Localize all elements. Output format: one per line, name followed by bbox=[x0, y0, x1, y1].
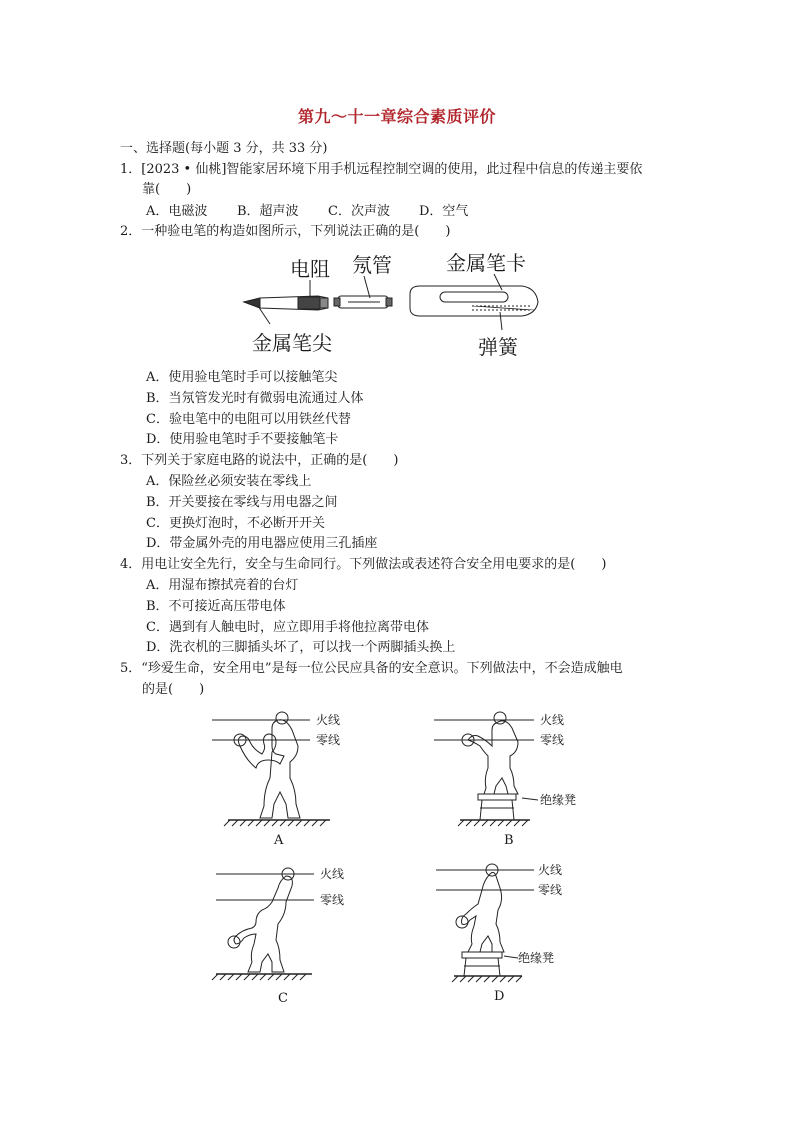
caption-a: A bbox=[274, 833, 284, 848]
q2-option-b: B．当氖管发光时有微弱电流通过人体 bbox=[146, 391, 364, 406]
neutral-wire-label-d: 零线 bbox=[538, 883, 563, 897]
insulated-stool-d bbox=[462, 952, 502, 958]
q4-option-b: B．不可接近高压带电体 bbox=[146, 599, 286, 614]
q5-stem-line1: 5．“珍爱生命，安全用电”是每一位公民应具备的安全意识。下列做法中，不会造成触电 bbox=[120, 661, 623, 676]
live-wire-label-d: 火线 bbox=[538, 863, 563, 877]
q4-option-d: D．洗衣机的三脚插头坏了，可以找一个两脚插头换上 bbox=[146, 640, 456, 655]
test-pen-diagram bbox=[240, 246, 550, 361]
section-heading: 一、选择题(每小题 3 分，共 33 分) bbox=[120, 141, 328, 156]
figure-c bbox=[206, 862, 356, 1006]
q3-option-a: A．保险丝必须安装在零线上 bbox=[146, 474, 312, 489]
q4-stem: 4．用电让安全先行，安全与生命同行。下列做法或表述符合安全用电要求的是( ) bbox=[120, 557, 607, 572]
page-title: 第九～十一章综合素质评价 bbox=[297, 107, 496, 126]
q4-option-a: A．用湿布擦拭亮着的台灯 bbox=[146, 578, 299, 593]
neutral-wire-label-c: 零线 bbox=[320, 893, 345, 907]
live-wire-label-c: 火线 bbox=[320, 867, 345, 881]
person-outline bbox=[238, 720, 300, 818]
neutral-wire-label-a: 零线 bbox=[316, 733, 341, 747]
q3-option-c: C．更换灯泡时，不必断开开关 bbox=[146, 516, 325, 531]
q4-option-c: C．遇到有人触电时，应立即用手将他拉离带电体 bbox=[146, 620, 429, 635]
clip-label: 金属笔卡 bbox=[446, 251, 526, 275]
q5-stem-line2: 的是( ) bbox=[142, 682, 205, 697]
pen-barrel bbox=[410, 286, 538, 316]
figure-d bbox=[430, 858, 590, 1006]
neon-tube bbox=[334, 296, 392, 308]
q3-option-d: D．带金属外壳的用电器应使用三孔插座 bbox=[146, 536, 378, 551]
figure-a bbox=[206, 706, 356, 848]
person-outline bbox=[462, 872, 505, 952]
live-wire-label-a: 火线 bbox=[316, 713, 341, 727]
caption-b: B bbox=[504, 833, 514, 848]
neon-label: 氖管 bbox=[352, 253, 392, 277]
q2-stem: 2．一种验电笔的构造如图所示，下列说法正确的是( ) bbox=[120, 224, 451, 239]
q1-option-d: D．空气 bbox=[419, 204, 469, 219]
live-wire-label-b: 火线 bbox=[540, 713, 565, 727]
person-outline bbox=[234, 876, 292, 972]
caption-d: D bbox=[494, 989, 505, 1004]
q1-option-c: C．次声波 bbox=[328, 204, 390, 219]
stool-label-b: 绝缘凳 bbox=[540, 793, 577, 807]
caption-c: C bbox=[278, 991, 288, 1006]
resistor-label: 电阻 bbox=[290, 257, 330, 281]
insulated-stool-b bbox=[478, 794, 516, 800]
q3-option-b: B．开关要接在零线与用电器之间 bbox=[146, 495, 338, 510]
pen-tip-assembly bbox=[244, 296, 328, 310]
neutral-wire-label-b: 零线 bbox=[540, 733, 565, 747]
tip-label: 金属笔尖 bbox=[252, 331, 332, 355]
q2-option-d: D．使用验电笔时手不要接触笔卡 bbox=[146, 432, 339, 447]
figure-b bbox=[430, 706, 590, 848]
q1-option-a: A．电磁波 bbox=[146, 204, 208, 219]
q2-option-a: A．使用验电笔时手可以接触笔尖 bbox=[146, 370, 338, 385]
q3-stem: 3．下列关于家庭电路的说法中，正确的是( ) bbox=[120, 453, 399, 468]
q1-stem-line2: 靠( ) bbox=[142, 182, 192, 197]
q1-stem-line1: 1．[2023 • 仙桃]智能家居环境下用手机远程控制空调的使用，此过程中信息的传递主要依 bbox=[120, 162, 643, 177]
q1-option-b: B．超声波 bbox=[237, 204, 299, 219]
person-outline bbox=[468, 721, 518, 794]
stool-label-d: 绝缘凳 bbox=[518, 951, 555, 965]
spring-label: 弹簧 bbox=[478, 335, 518, 359]
q2-option-c: C．验电笔中的电阻可以用铁丝代替 bbox=[146, 412, 351, 427]
